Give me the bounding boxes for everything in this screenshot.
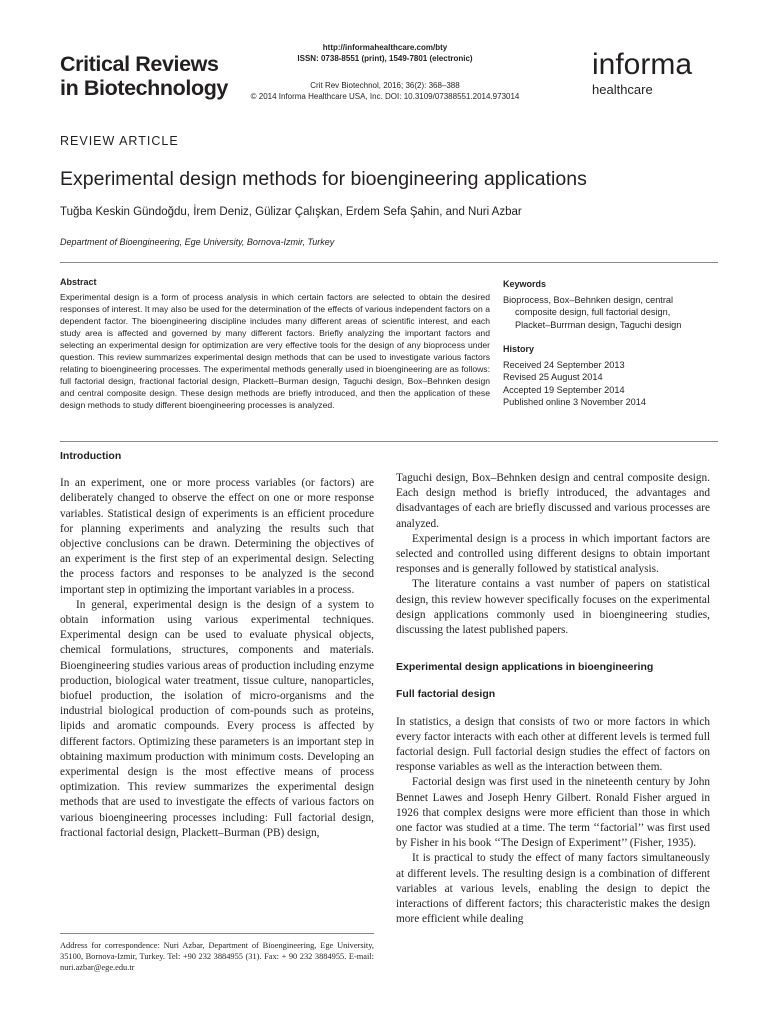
publisher-name: informa — [592, 48, 693, 81]
affiliation: Department of Bioengineering, Ege University, Bornova-Izmir, Turkey — [60, 237, 335, 247]
history-revised: Revised 25 August 2014 — [503, 372, 603, 382]
paragraph: In statistics, a design that consists of two or more factors in which every factor interacts with each other at different levels is termed full factorial design. Full factorial design studies the effect of factors on response variables as well as the interaction between them. — [396, 715, 710, 774]
correspondence-footnote: Address for correspondence: Nuri Azbar, Department of Bioengineering, Ege University, 35100, Bornova-Izmir, Turkey. Tel: +90 232 3884955 (31). Fax: + 90 232 3884955. E-mail: nuri.azbar@ege.edu.tr — [60, 941, 374, 973]
paragraph: It is practical to study the effect of many factors simultaneously at different levels. The resulting design is a combination of different variables at various levels, enabling the design to depict the interactions of different factors; this characteristic makes the design more efficient while dealing — [396, 852, 710, 926]
body-column-left — [60, 449, 374, 841]
history-received: Received 24 September 2013 — [503, 359, 625, 370]
top-divider — [60, 262, 718, 263]
journal-title-line-1: Critical Reviews — [60, 52, 219, 76]
abstract-text: Experimental design is a form of process analysis in which certain factors are selected to obtain the desired responses of interest. It may also be used for the determination of the effects of various independent factors on a dependent factor. The bioengineering discipline includes many different areas of scientific interest, and each study area is affected and governed by many different factors. Briefly analyzing the important factors and selecting an experimental design for optimization are very effective tools for the design of any bioprocess under question. This review summarizes experimental design methods that can be used to investigate various factors relating to bioengineering processes. The experimental methods generally used in bioengineering are as follows: full factorial design, fractional factorial design, Plackett–Burman design, Taguchi design, Box–Behnken design and central composite design. These design methods are briefly introduced, and then the application of these design methods to study different bioengineering processes is analyzed. — [60, 292, 490, 410]
header-citation-block — [240, 42, 530, 102]
article-title: Experimental design methods for bioengineering applications — [60, 168, 587, 190]
journal-title — [60, 52, 260, 100]
article-type: REVIEW ARTICLE — [60, 134, 179, 148]
publisher-subname: healthcare — [592, 82, 653, 97]
keywords-label: Keywords — [503, 279, 547, 289]
footnote-divider — [60, 933, 374, 934]
citation-line: Crit Rev Biotechnol, 2016; 36(2): 368–388 — [310, 81, 460, 90]
paragraph: Experimental design is a process in which important factors are selected and controlled using different designs to obtain important responses and is generally followed by statistical analysis. — [396, 532, 710, 576]
paragraph: In general, experimental design is the design of a system to obtain information using various experimental techniques. Experimental design can be used to evaluate physical objects, chemical formulations, structures, components and materials. Bioengineering studies various areas of production including enzyme production, biological water treatment, tissue culture, nanoparticles, biofuel production, the isolation of micro-organisms and the industrial biological production of com-pounds such as proteins, lipids and aromatic compounds. Every process is affected by different factors. Optimizing these parameters is an important step in obtaining maximum production with minimum costs. Developing an experimental design is the most effective means of process optimization. This review summarizes the experimental design methods that are used to investigate the effects of various factors on various bioengineering processes including: Full factorial design, fractional factorial design, Plackett–Burman (PB) design, — [60, 598, 374, 839]
journal-title-line-2: in Biotechnology — [60, 76, 228, 100]
history-label: History — [503, 344, 535, 354]
abstract-divider — [60, 441, 718, 442]
history-accepted: Accepted 19 September 2014 — [503, 384, 625, 395]
keywords-line: Bioprocess, Box–Behnken design, central — [503, 294, 674, 305]
journal-issn: ISSN: 0738-8551 (print), 1549-7801 (electronic) — [297, 54, 473, 63]
publisher-logo — [592, 48, 732, 97]
author-list: Tuğba Keskin Gündoğdu, İrem Deniz, Gülizar Çalışkan, Erdem Sefa Şahin, and Nuri Azbar — [60, 206, 522, 218]
subsection-heading-full-factorial: Full factorial design — [396, 688, 496, 701]
section-heading-applications: Experimental design applications in bioengineering — [396, 661, 654, 674]
paragraph: Factorial design was first used in the nineteenth century by John Bennet Lawes and Joseph Henry Gilbert. Ronald Fisher argued in 1926 that complex designs were more efficient than those in which one factor was studied at a time. The term ‘‘factorial’’ was first used by Fisher in his book ‘‘The Design of Experiment’’ (Fisher, 1935). — [396, 776, 710, 850]
section-heading-introduction: Introduction — [60, 450, 122, 462]
keywords-line: Placket–Burrman design, Taguchi design — [515, 319, 682, 330]
paragraph: In an experiment, one or more process variables (or factors) are deliberately changed to observe the effect on one or more response variables. Statistical design of experiments is an efficient procedure for planning experiments and analyzing the results such that objective conclusions can be drawn. Determining the objectives of an experiment is the first step of an experimental design. Selecting the process factors and responses to be analyzed is the second important step in optimizing the important variables in a process. — [60, 477, 374, 596]
paragraph: Taguchi design, Box–Behnken design and central composite design. Each design method is briefly introduced, the advantages and disadvantages of each are briefly discussed and various processes are analyzed. — [396, 472, 710, 530]
paragraph: The literature contains a vast number of papers on statistical design, this review however specifically focuses on the experimental design applications commonly used in bioengineering studies, discussing the latest published papers. — [396, 578, 710, 637]
abstract-block — [60, 276, 490, 411]
history-published: Published online 3 November 2014 — [503, 397, 647, 407]
keywords-line: composite design, full factorial design, — [515, 307, 671, 317]
article-sidebar — [503, 278, 718, 409]
copyright-doi: © 2014 Informa Healthcare USA, Inc. DOI: 10.3109/07388551.2014.973014 — [250, 92, 520, 101]
body-column-right — [396, 471, 710, 927]
journal-url[interactable]: http://informahealthcare.com/bty — [322, 43, 448, 52]
abstract-label: Abstract — [60, 277, 97, 287]
